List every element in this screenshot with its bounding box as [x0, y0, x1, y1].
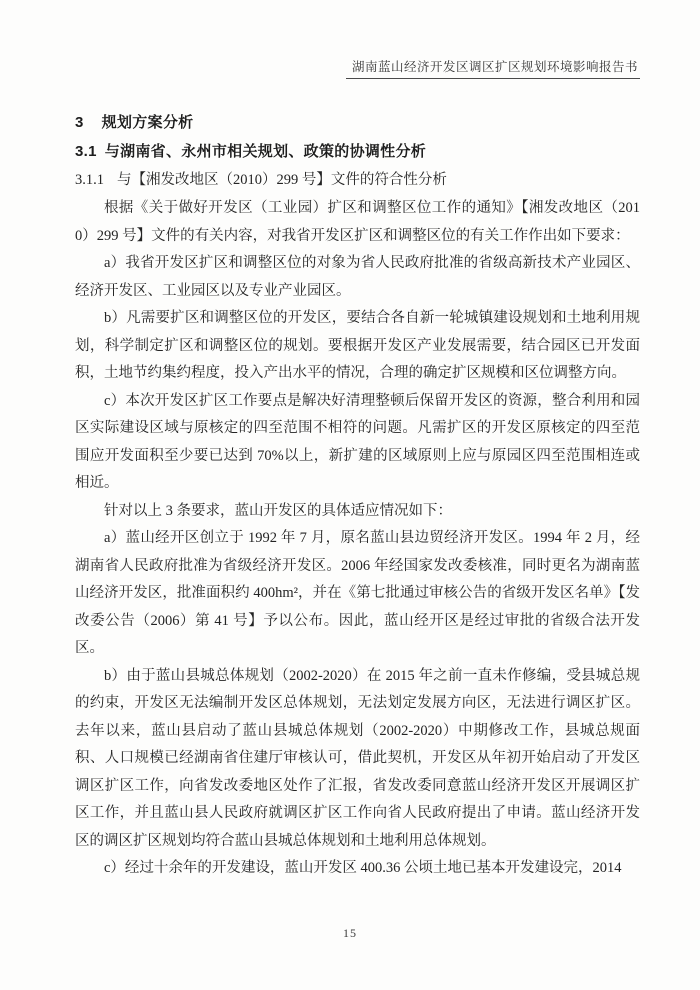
paragraph-list	[75, 195, 640, 883]
subsection-heading	[75, 166, 640, 195]
chapter-title: 规划方案分析	[101, 114, 194, 131]
paragraph: b）由于蓝山县城总体规划（2002-2020）在 2015 年之前一直未作修编，受县城总规的约束，开发区无法编制开发区总体规划，无法划定发展方向区，无法进行调区扩区。去年以来，蓝山县启动了蓝山县城总体规划（2002-2020）中期修改工作，县城总规面积、人口规模已经湖南省住建厅审核认可，借此契机，开发区从年初开始启动了开发区调区扩区工作，向省发改委地区处作了汇报，省发改委同意蓝山经济开发区开展调区扩区工作，并且蓝山县人民政府就调区扩区工作向省人民政府提出了申请。蓝山经济开发区的调区扩区规划均符合蓝山县城总体规划和土地利用总体规划。	[75, 667, 640, 849]
running-header	[75, 58, 640, 79]
subsection-number: 3.1.1	[75, 172, 104, 188]
chapter-heading	[75, 108, 640, 137]
section-number: 3.1	[75, 143, 97, 160]
paragraph: 针对以上 3 条要求，蓝山开发区的具体适应情况如下：	[104, 502, 452, 519]
paragraph: c）本次开发区扩区工作要点是解决好清理整顿后保留开发区的资源，整合利用和园区实际建设区域与原核定的四至范围不相符的问题。凡需扩区的开发区原核定的四至范围应开发面积至少要已达到 70%以上，新扩建的区域原则上应与原园区四至范围相连或相近。	[75, 392, 640, 491]
paragraph: b）凡需要扩区和调整区位的开发区，要结合各自新一轮城镇建设规划和土地利用规划，科学制定扩区和调整区位的规划。要根据开发区产业发展需要，结合园区已开发面积，土地节约集约程度，投入产出水平的情况，合理的确定扩区规模和区位调整方向。	[75, 310, 640, 381]
page-footer	[0, 924, 700, 942]
section-title: 与湖南省、永州市相关规划、政策的协调性分析	[104, 143, 427, 160]
section-heading	[75, 137, 640, 166]
paragraph: c）经过十余年的开发建设，蓝山开发区 400.36 公顷土地已基本开发建设完，2014	[104, 860, 622, 876]
paragraph: a）我省开发区扩区和调整区位的对象为省人民政府批准的省级高新技术产业园区、经济开发区、工业园区以及专业产业园区。	[75, 255, 640, 299]
running-header-title: 湖南蓝山经济开发区调区扩区规划环境影响报告书	[346, 60, 640, 79]
paragraph: a）蓝山经开区创立于 1992 年 7 月，原名蓝山县边贸经济开发区。1994 年 2 月，经湖南省人民政府批准为省级经济开发区。2006 年经国家发改委核准，同时更名为湖南蓝山经济开发区，批准面积约 400hm²，并在《第七批通过审核公告的省级开发区名单》【发改委公告（2006）第 41 号】予以公布。因此，蓝山经开区是经过审批的省级合法开发区。	[75, 530, 640, 656]
paragraph: 根据《关于做好开发区（工业园）扩区和调整区位工作的通知》【湘发改地区（2010）299 号】文件的有关内容，对我省开发区扩区和调整区位的有关工作作出如下要求：	[75, 200, 640, 244]
chapter-number: 3	[75, 114, 84, 131]
document-content	[75, 79, 640, 883]
page-number: 15	[343, 926, 357, 940]
subsection-title: 与【湘发改地区（2010）299 号】文件的符合性分析	[117, 172, 447, 188]
